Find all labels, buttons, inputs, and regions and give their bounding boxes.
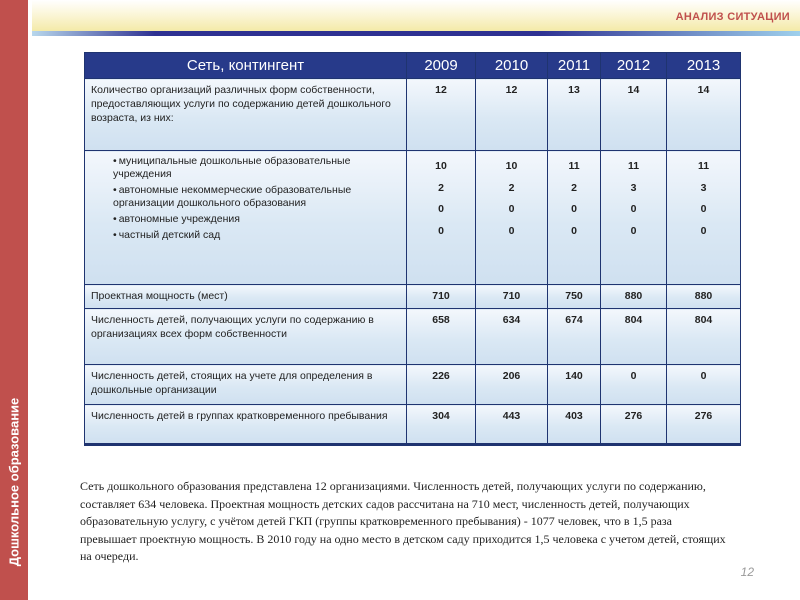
header-cell-2013: 2013 — [667, 53, 741, 79]
value-cell: 804 — [601, 309, 667, 365]
value-cell: 880 — [601, 285, 667, 309]
value-cell: 0 — [667, 365, 741, 405]
header-cell-2010: 2010 — [476, 53, 548, 79]
value-cell: 14 — [601, 79, 667, 151]
value-cell: 14 — [667, 79, 741, 151]
value-cell: 443 — [476, 405, 548, 445]
value-cell: 304 — [407, 405, 476, 445]
row-label: Проектная мощность (мест) — [85, 285, 407, 309]
list-item: • автономные учреждения — [113, 213, 240, 225]
value-cell: 206 — [476, 365, 548, 405]
value-cell: 710 — [476, 285, 548, 309]
header-cell-2012: 2012 — [601, 53, 667, 79]
page-number: 12 — [740, 565, 754, 579]
list-item: • автономные некоммерческие образовательные организации дошкольного образования — [113, 184, 352, 209]
row-label: Численность детей в группах кратковременного пребывания — [85, 405, 407, 445]
table-row-waitlist — [85, 365, 741, 405]
sidebar-label — [0, 372, 28, 592]
row-label: Численность детей, стоящих на учете для определения в дошкольные организации — [85, 365, 407, 405]
value-cell: 11 3 0 0 — [667, 151, 741, 285]
header-title: АНАЛИЗ СИТУАЦИИ — [675, 11, 790, 23]
table-row-capacity — [85, 285, 741, 309]
value-cell: 13 — [548, 79, 601, 151]
value-cell: 750 — [548, 285, 601, 309]
value-cell: 403 — [548, 405, 601, 445]
value-cell: 140 — [548, 365, 601, 405]
header-cell-2009: 2009 — [407, 53, 476, 79]
value-cell: 11 2 0 0 — [548, 151, 601, 285]
header-cell-2011: 2011 — [548, 53, 601, 79]
row-label: Количество организаций различных форм собственности, предоставляющих услуги по содержанию детей дошкольного возраста, из них: — [85, 79, 407, 151]
value-cell: 880 — [667, 285, 741, 309]
table-row-enrolled — [85, 309, 741, 365]
value-cell: 12 — [476, 79, 548, 151]
table-row-organizations — [85, 79, 741, 151]
value-cell: 10 2 0 0 — [476, 151, 548, 285]
value-cell: 674 — [548, 309, 601, 365]
value-cell: 10 2 0 0 — [407, 151, 476, 285]
value-cell: 804 — [667, 309, 741, 365]
list-item: • муниципальные дошкольные образовательные учреждения — [113, 155, 351, 180]
value-cell: 276 — [667, 405, 741, 445]
header-cell-network: Сеть, контингент — [85, 53, 407, 79]
table-row-organization-types — [85, 151, 741, 285]
table-row-short-stay — [85, 405, 741, 445]
value-cell: 710 — [407, 285, 476, 309]
value-cell: 226 — [407, 365, 476, 405]
value-cell: 11 3 0 0 — [601, 151, 667, 285]
sidebar-label-text: Дошкольное образование — [6, 397, 22, 567]
organization-type-list — [91, 155, 400, 242]
value-cell: 0 — [601, 365, 667, 405]
value-cell: 658 — [407, 309, 476, 365]
table-header-row — [85, 53, 741, 79]
row-label — [85, 151, 407, 285]
row-label: Численность детей, получающих услуги по содержанию в организациях всех форм собственности — [85, 309, 407, 365]
value-cell: 276 — [601, 405, 667, 445]
header-divider — [32, 31, 800, 36]
statistics-table — [84, 52, 741, 446]
header-bar — [32, 0, 800, 31]
value-cell: 12 — [407, 79, 476, 151]
list-item: • частный детский сад — [113, 229, 221, 241]
value-cell: 634 — [476, 309, 548, 365]
summary-paragraph: Сеть дошкольного образования представлена 12 организациями. Численность детей, получающих услуги по содержанию, составляет 634 человека. Проектная мощность детских садов рассчитана на 710 мест, численность детей, получающих образовательную услугу, с учётом детей ГКП (группы кратковременного пребывания) - 1077 человек, что в 1,5 раза превышает проектную мощность. В 2010 году на одно место в детском саду приходится 1,5 человека с учетом детей, стоящих на очереди. — [80, 479, 726, 564]
